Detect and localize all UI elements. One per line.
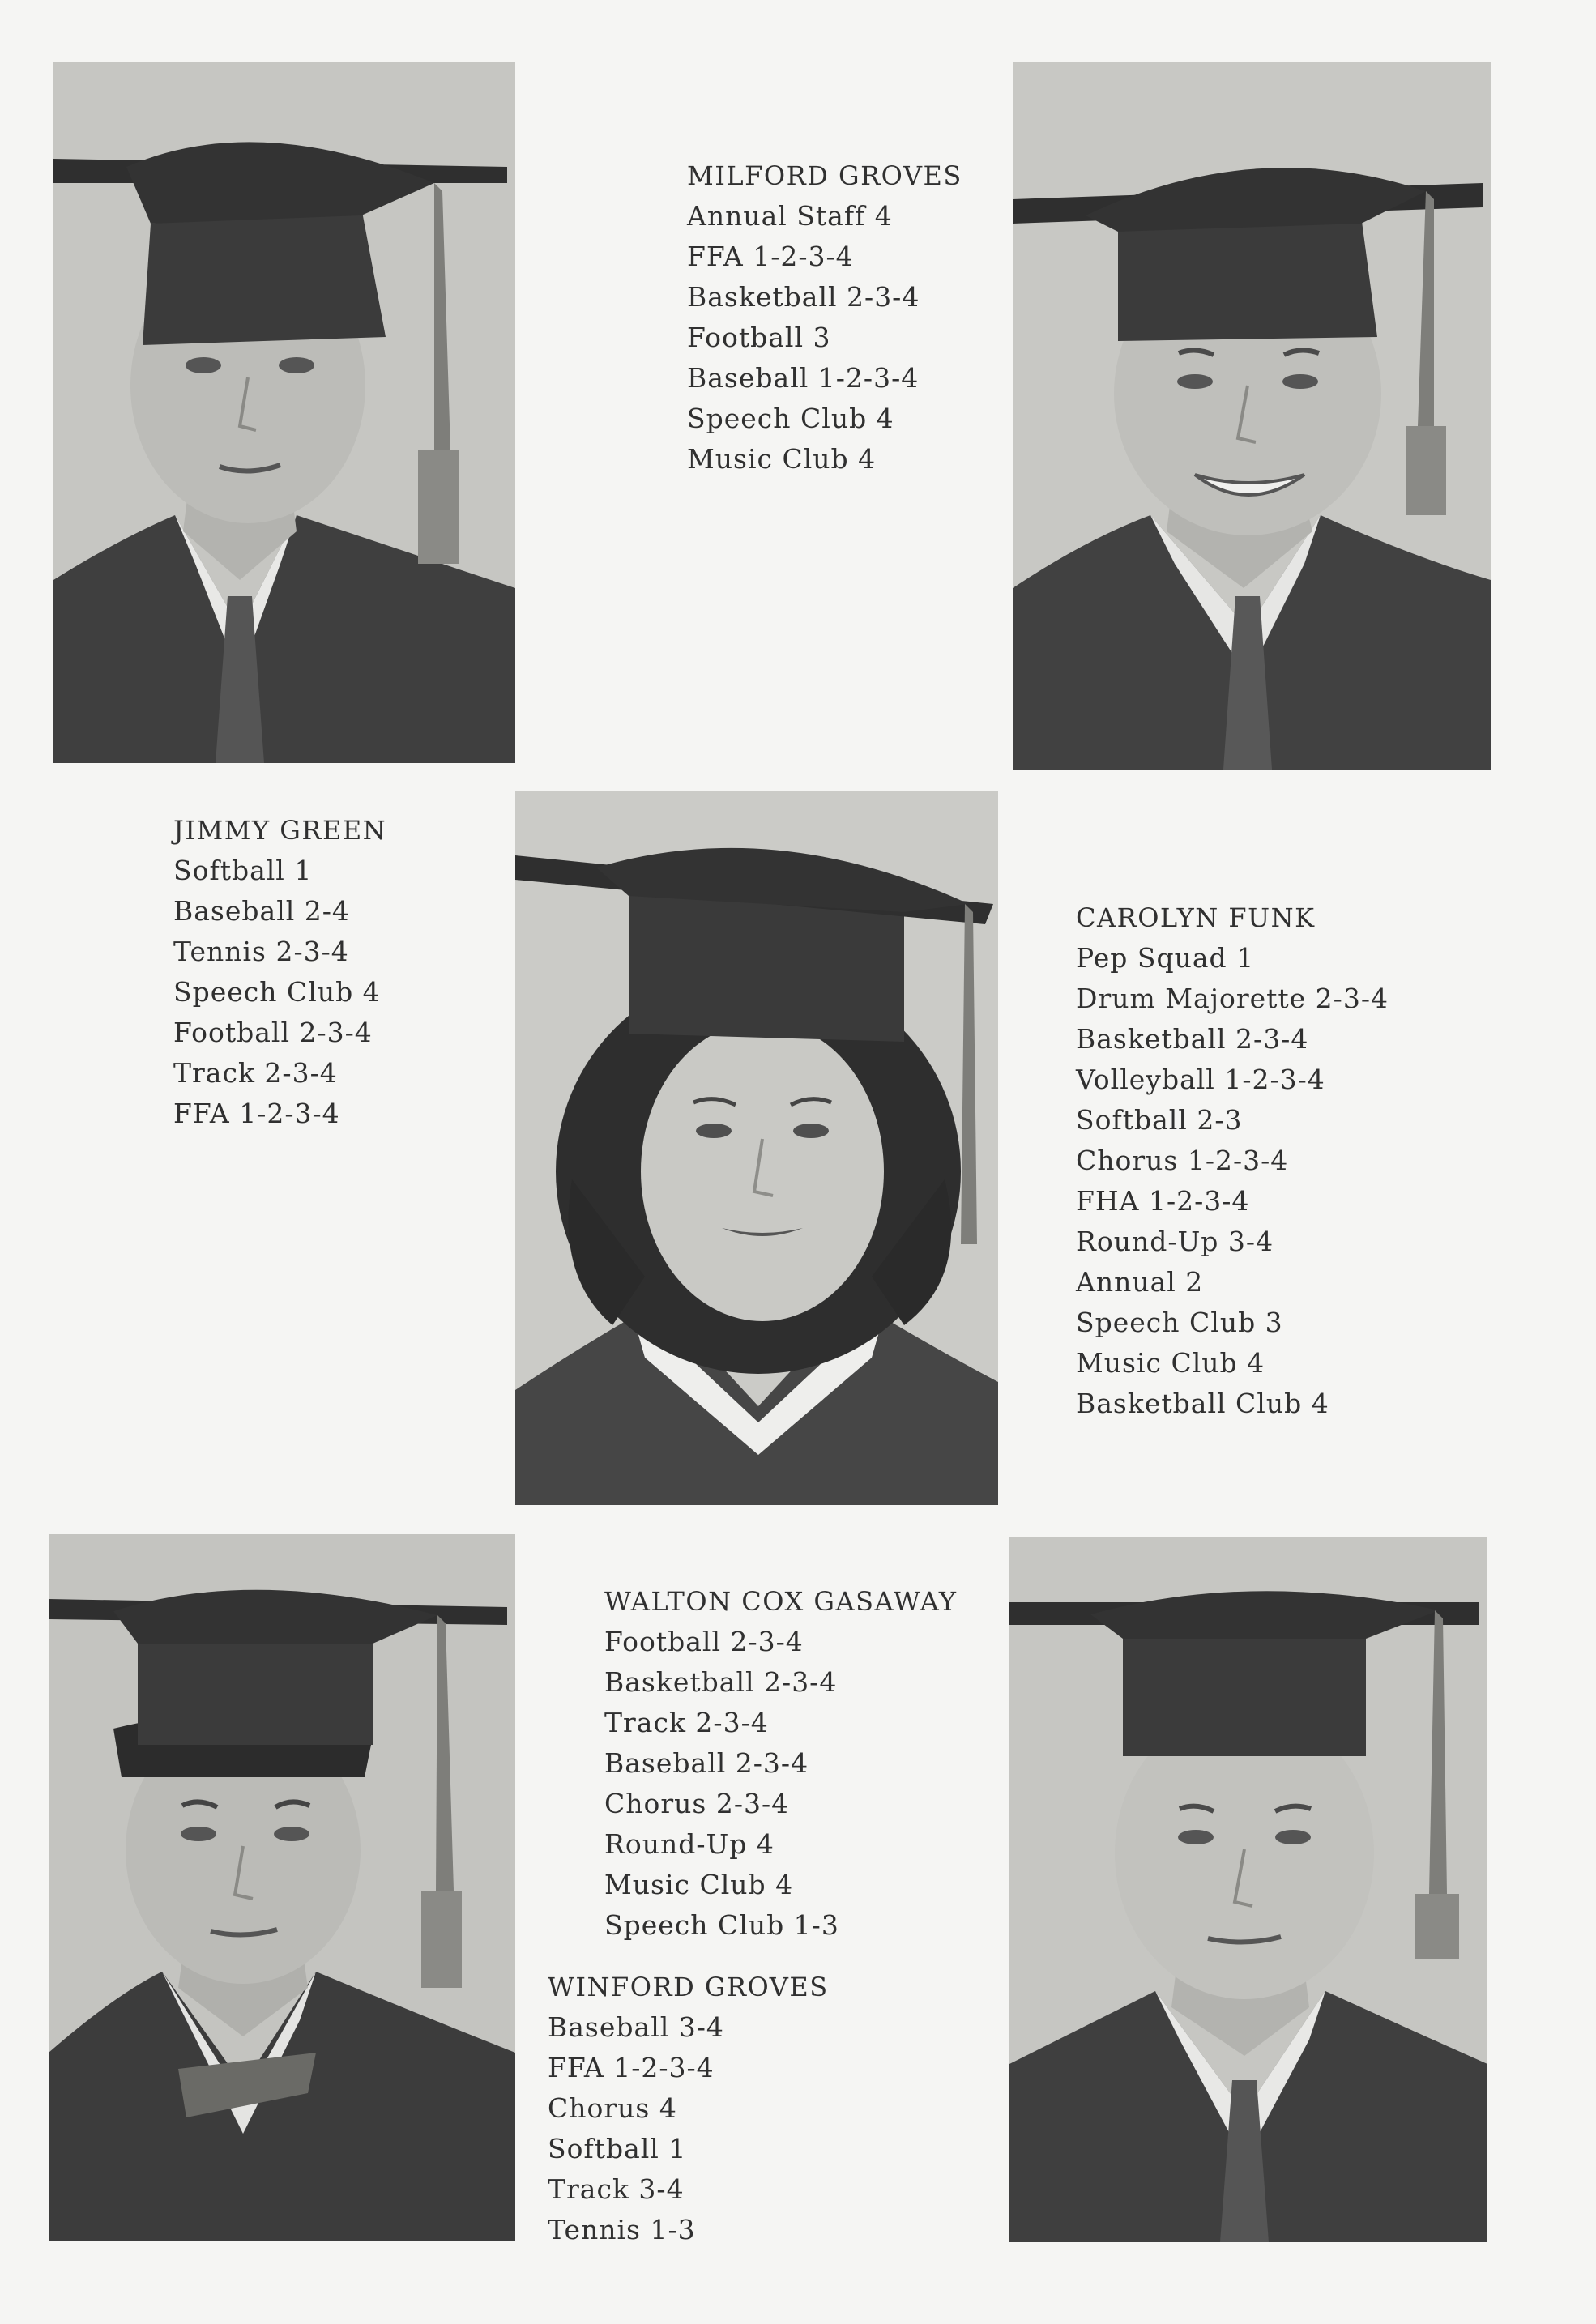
activity-item: Round-Up 4	[604, 1828, 775, 1860]
activity-item: Basketball 2-3-4	[604, 1666, 838, 1698]
activity-item: Drum Majorette 2-3-4	[1076, 983, 1389, 1014]
portrait-photo	[515, 791, 998, 1505]
activity-item: Tennis 1-3	[548, 2214, 696, 2245]
student-bio	[173, 810, 386, 1134]
student-name: WALTON COX GASAWAY	[604, 1586, 958, 1617]
student-bio	[604, 1581, 958, 1946]
activity-item: Baseball 2-3-4	[604, 1747, 809, 1779]
activity-item: Baseball 3-4	[548, 2011, 724, 2043]
student-name: JIMMY GREEN	[173, 815, 387, 846]
student-bio	[687, 156, 962, 480]
activity-item: Track 2-3-4	[604, 1707, 769, 1738]
activity-item: FFA 1-2-3-4	[548, 2052, 715, 2083]
activity-item: Music Club 4	[604, 1869, 794, 1900]
activity-item: Annual 2	[1076, 1266, 1204, 1298]
activity-item: Basketball 2-3-4	[1076, 1023, 1309, 1055]
activity-item: Volleyball 1-2-3-4	[1076, 1064, 1325, 1095]
activity-item: Softball 1	[548, 2133, 687, 2164]
activity-item: Speech Club 4	[173, 976, 381, 1008]
activity-item: Music Club 4	[1076, 1347, 1265, 1379]
activity-item: FHA 1-2-3-4	[1076, 1185, 1250, 1217]
activity-item: Pep Squad 1	[1076, 942, 1255, 974]
activity-item: Football 2-3-4	[604, 1626, 804, 1657]
activity-item: Basketball Club 4	[1076, 1388, 1329, 1419]
activity-item: Round-Up 3-4	[1076, 1226, 1274, 1257]
portrait-photo	[49, 1534, 515, 2241]
activity-item: Basketball 2-3-4	[687, 281, 920, 313]
activity-item: Track 2-3-4	[173, 1057, 338, 1089]
activity-item: Football 3	[687, 322, 831, 353]
activity-item: Speech Club 4	[687, 403, 894, 434]
student-name: CAROLYN FUNK	[1076, 902, 1316, 933]
activity-item: Speech Club 3	[1076, 1307, 1283, 1338]
student-bio	[548, 1967, 829, 2250]
activity-item: Annual Staff 4	[687, 200, 893, 232]
activity-item: Tennis 2-3-4	[173, 936, 349, 967]
activity-item: Softball 2-3	[1076, 1104, 1243, 1136]
activity-item: Music Club 4	[687, 443, 877, 475]
activity-item: Track 3-4	[548, 2173, 685, 2205]
portrait-photo	[1013, 62, 1491, 770]
portrait-photo	[53, 62, 515, 763]
activity-item: Chorus 4	[548, 2092, 677, 2124]
activity-item: Baseball 1-2-3-4	[687, 362, 920, 394]
activity-item: Speech Club 1-3	[604, 1909, 839, 1941]
activity-item: Chorus 2-3-4	[604, 1788, 790, 1819]
activity-item: Baseball 2-4	[173, 895, 350, 927]
activity-item: FFA 1-2-3-4	[687, 241, 854, 272]
activity-item: Chorus 1-2-3-4	[1076, 1145, 1289, 1176]
student-bio	[1076, 898, 1389, 1424]
activity-item: FFA 1-2-3-4	[173, 1098, 340, 1129]
student-name: WINFORD GROVES	[548, 1972, 829, 2002]
activity-item: Softball 1	[173, 855, 313, 886]
portrait-photo	[1009, 1537, 1487, 2242]
student-name: MILFORD GROVES	[687, 160, 962, 191]
activity-item: Football 2-3-4	[173, 1017, 373, 1048]
